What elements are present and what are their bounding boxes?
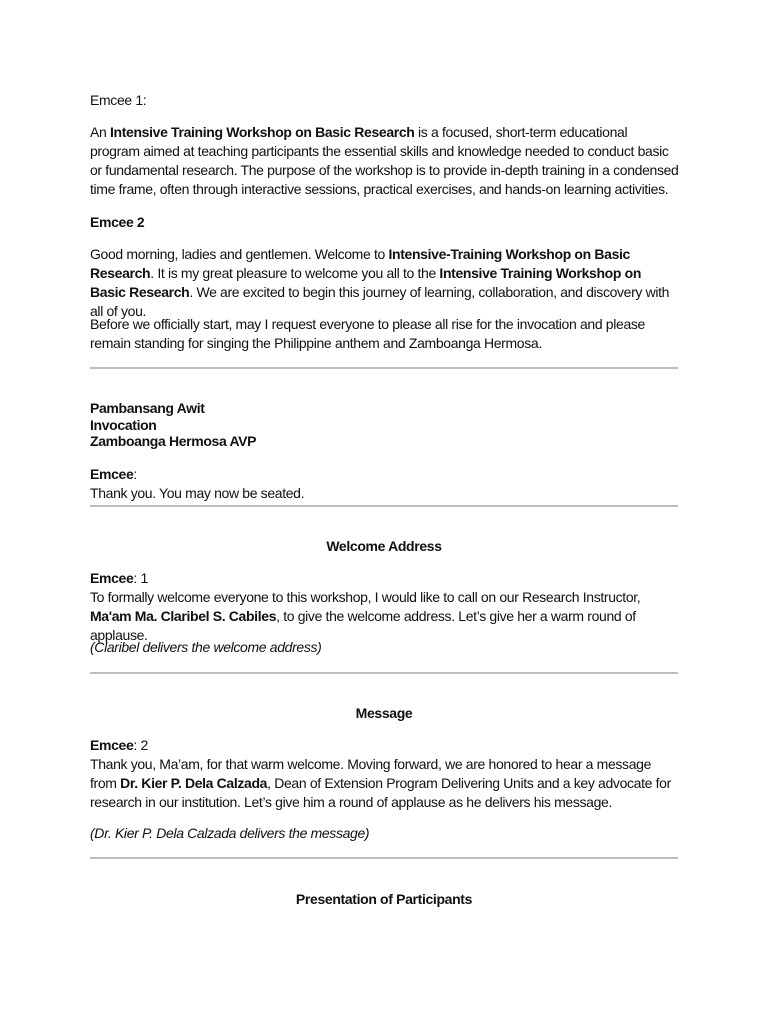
- welcome-paragraph: [90, 245, 680, 321]
- welcome-address-block: [90, 569, 680, 645]
- welcome-address-post: , to give the welcome address. Let’s give her a warm round of applause.: [90, 608, 636, 643]
- message-pre: Thank you, Ma’am, for that warm welcome. Moving forward, we are honored to hear a message from: [90, 756, 652, 791]
- speaker-name-dela-calzada: Dr. Kier P. Dela Calzada: [120, 775, 268, 791]
- welcome-address-pre: To formally welcome everyone to this workshop, I would like to call on our Research Instructor,: [90, 589, 641, 605]
- emcee-label: Emcee: [90, 737, 134, 753]
- emcee1-label: Emcee 1:: [90, 92, 147, 108]
- divider: [90, 672, 678, 674]
- emcee-seated-block: [90, 465, 680, 503]
- request-paragraph: [90, 315, 680, 353]
- emcee-colon: :: [133, 466, 137, 482]
- welcome-workshop-title-1: Intensive-Training Workshop on Basic Research: [90, 246, 630, 281]
- welcome-pre: Good morning, ladies and gentlemen. Welcome to: [90, 246, 389, 262]
- intro-workshop-title: Intensive Training Workshop on Basic Research: [109, 124, 415, 140]
- message-block: [90, 736, 680, 812]
- request-text: Before we officially start, may I request everyone to please all rise for the invocation and please remain standing for singing the Philippine anthem and Zamboanga Hermosa.: [90, 316, 645, 351]
- intro-paragraph: [90, 123, 680, 199]
- message-heading: Message: [355, 705, 413, 721]
- divider: [90, 505, 678, 507]
- presentation-heading: Presentation of Participants: [295, 891, 473, 907]
- emcee1-label-block: [90, 91, 680, 110]
- seated-text: Thank you. You may now be seated.: [90, 485, 305, 501]
- intro-post: is a focused, short-term educational program aimed at teaching participants the essential skills and knowledge needed to conduct basic or fundamental research. The purpose of the workshop is to provide in-depth training in a condensed time frame, often through interactive sessions, practical exercises, and hands-on learning activities.: [90, 124, 679, 197]
- emcee-label: Emcee: [90, 466, 134, 482]
- divider: [90, 857, 678, 859]
- welcome-workshop-title-2: Intensive Training Workshop on Basic Research: [90, 265, 642, 300]
- emcee-number: : 2: [133, 737, 148, 753]
- speaker-name-cabiles: Ma'am Ma. Claribel S. Cabiles: [90, 608, 277, 624]
- divider: [90, 367, 678, 369]
- message-note: (Dr. Kier P. Dela Calzada delivers the message): [90, 825, 370, 841]
- welcome-address-note: (Claribel delivers the welcome address): [90, 639, 322, 655]
- program-list: [90, 400, 680, 450]
- program-item-anthem: Pambansang Awit: [90, 400, 205, 416]
- intro-pre: An: [90, 124, 110, 140]
- emcee2-label-block: [90, 213, 680, 232]
- welcome-mid: . It is my great pleasure to welcome you all to the: [150, 265, 440, 281]
- welcome-address-heading: Welcome Address: [326, 538, 442, 554]
- welcome-post: . We are excited to begin this journey of learning, collaboration, and discovery with all of you.: [90, 284, 670, 319]
- emcee-number: : 1: [133, 570, 148, 586]
- message-post: , Dean of Extension Program Delivering Units and a key advocate for research in our institution. Let’s give him a round of applause as he delivers his message.: [90, 775, 671, 810]
- emcee-label: Emcee: [90, 570, 134, 586]
- program-item-hermosa: Zamboanga Hermosa AVP: [90, 433, 257, 449]
- program-item-invocation: Invocation: [90, 416, 157, 433]
- emcee2-label: Emcee 2: [90, 214, 145, 230]
